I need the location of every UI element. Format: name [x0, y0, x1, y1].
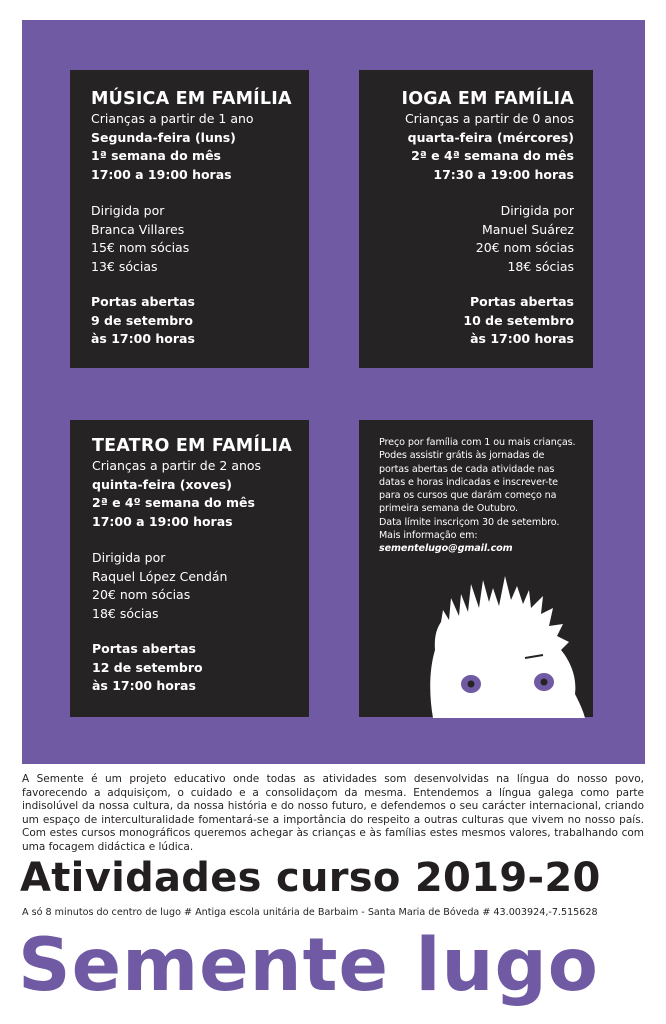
- child-illustration-icon: [425, 570, 595, 720]
- info-line: Preço por família com 1 ou mais crianças.: [379, 437, 576, 448]
- musica-price-non-member: 15€ nom sócias: [91, 240, 190, 255]
- ioga-week: 2ª e 4ª semana do mês: [411, 148, 574, 163]
- musica-week: 1ª semana do mês: [91, 148, 221, 163]
- info-line: para os cursos que darám começo na: [379, 490, 557, 502]
- musica-directed-label: Dirigida por: [91, 203, 165, 218]
- info-line: Data límite inscriçom 30 de setembro.: [379, 516, 560, 528]
- ioga-time: 17:30 a 19:00 horas: [433, 166, 574, 182]
- info-line: Mais informação em:: [379, 530, 478, 542]
- ioga-open-label: Portas abertas: [470, 294, 574, 309]
- description-line: Com estes cursos monográficos queremos achegar às crianças e às famílias estes mesmos valores, trabalhando com: [22, 827, 644, 840]
- main-title: Atividades curso 2019-20: [20, 855, 601, 901]
- teatro-open-label: Portas abertas: [92, 641, 196, 656]
- ioga-open-time: às 17:00 horas: [470, 331, 574, 346]
- ioga-price-non-member: 20€ nom sócias: [475, 240, 574, 255]
- description-line: uma focagem didáctica e lúdica.: [22, 840, 194, 853]
- ioga-open-date: 10 de setembro: [463, 312, 574, 328]
- info-line: portas abertas de cada atividade nas: [379, 463, 555, 475]
- teatro-week: 2ª e 4º semana do mês: [92, 495, 255, 510]
- description-line: indisolúvel da nossa cultura, da nossa história e do nosso futuro, e defendemos o seu carácter internacional, criando: [22, 800, 644, 813]
- musica-price-member: 13€ sócias: [91, 258, 158, 274]
- info-card: [359, 420, 593, 717]
- ioga-card: [359, 70, 593, 368]
- teatro-card: [70, 420, 309, 717]
- teatro-price-non-member: 20€ nom sócias: [92, 587, 191, 602]
- musica-card: [70, 70, 309, 368]
- teatro-title: TEATRO EM FAMÍLIA: [92, 436, 292, 456]
- description-paragraph: [22, 773, 644, 855]
- description-line: A Semente é um projeto educativo onde todas as atividades som desenvolvidas na língua do nosso povo,: [22, 773, 644, 785]
- ioga-day: quarta-feira (mércores): [407, 129, 574, 145]
- musica-open-time: às 17:00 horas: [91, 331, 195, 346]
- contact-email[interactable]: sementelugo@gmail.com: [379, 543, 513, 555]
- musica-open-date: 9 de setembro: [91, 312, 193, 328]
- musica-day: Segunda-feira (luns): [91, 129, 236, 145]
- teatro-age: Crianças a partir de 2 anos: [92, 458, 262, 473]
- teatro-open-time: às 17:00 horas: [92, 678, 196, 693]
- ioga-title: IOGA EM FAMÍLIA: [401, 89, 574, 109]
- brand-name: Semente lugo: [18, 923, 599, 1008]
- musica-director: Branca Villares: [91, 221, 185, 237]
- musica-age: Crianças a partir de 1 ano: [91, 111, 254, 126]
- ioga-director: Manuel Suárez: [481, 221, 574, 237]
- address-line: A só 8 minutos do centro de lugo # Antiga escola unitária de Barbaim - Santa Maria de Bóveda # 43.003924,-7.515628: [22, 907, 598, 918]
- ioga-price-member: 18€ sócias: [507, 258, 574, 274]
- teatro-open-date: 12 de setembro: [92, 659, 203, 675]
- ioga-directed-label: Dirigida por: [500, 203, 574, 218]
- ioga-age: Crianças a partir de 0 anos: [404, 111, 574, 126]
- teatro-directed-label: Dirigida por: [92, 550, 166, 565]
- info-line: datas e horas indicadas e inscrever-te: [379, 476, 558, 488]
- musica-open-label: Portas abertas: [91, 294, 195, 309]
- info-line: Podes assistir grátis às jornadas de: [379, 450, 545, 462]
- description-line: um espaço de interculturalidade fomentará-se a importância do respeito a outras culturas que vivem no nosso país.: [22, 813, 644, 826]
- musica-time: 17:00 a 19:00 horas: [91, 166, 232, 182]
- teatro-day: quinta-feira (xoves): [92, 476, 232, 492]
- teatro-director: Raquel López Cendán: [92, 568, 228, 584]
- info-line: primeira semana de Outubro.: [379, 503, 519, 515]
- musica-title: MÚSICA EM FAMÍLIA: [91, 89, 292, 109]
- description-line: favorecendo a adquisiçom, o cuidado e a consolidaçom da mesma. Entendemos a língua galega como parte: [22, 786, 644, 799]
- teatro-price-member: 18€ sócias: [92, 605, 159, 621]
- teatro-time: 17:00 a 19:00 horas: [92, 513, 233, 529]
